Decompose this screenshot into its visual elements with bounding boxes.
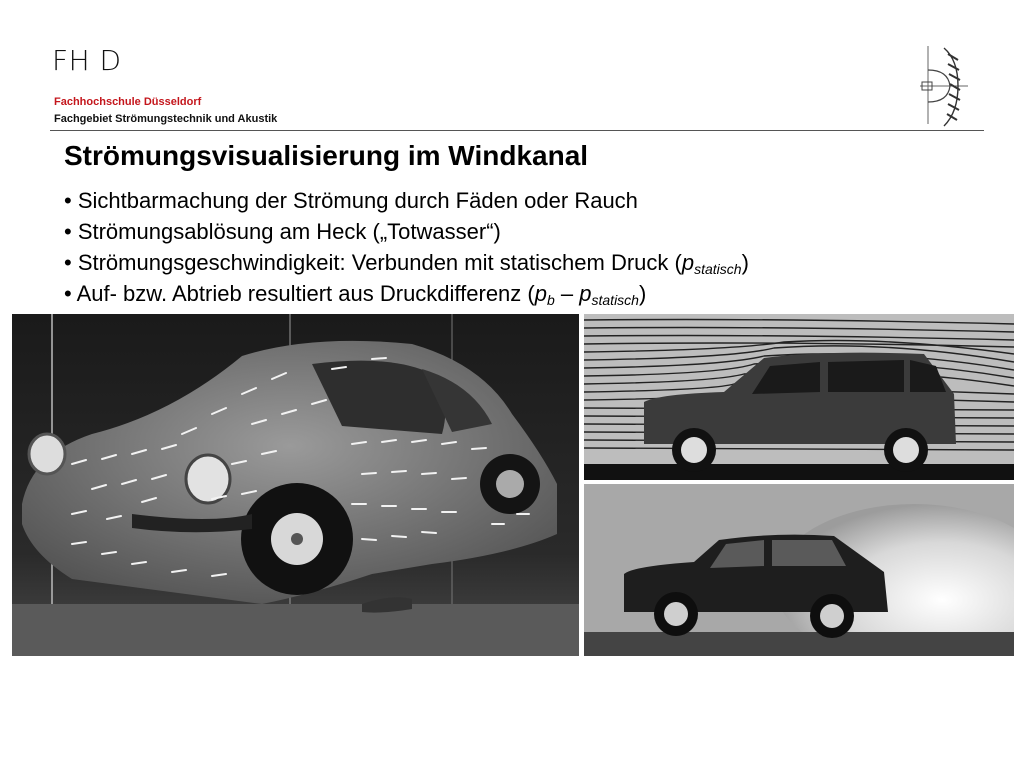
header-divider [50, 130, 984, 131]
car-with-tufts-photo [12, 314, 579, 656]
bullet-item: • Sichtbarmachung der Strömung durch Fäden oder Rauch [64, 188, 638, 213]
fhd-logo: FH D [52, 44, 122, 77]
bullet-item: • Strömungsgeschwindigkeit: Verbunden mit statischem Druck $(p_{statisch})$ [64, 250, 749, 277]
bullet-list [64, 185, 749, 309]
car-wake-smoke-photo [584, 484, 1014, 656]
bullet-item: • Strömungsablösung am Heck („Totwasser“) [64, 219, 501, 244]
institution-name: Fachhochschule Düsseldorf [54, 96, 202, 108]
slide-title: Strömungsvisualisierung im Windkanal [64, 140, 589, 171]
department-name: Fachgebiet Strömungstechnik und Akustik [54, 113, 278, 125]
bullet-item: • Auf- bzw. Abtrieb resultiert aus Druckdifferenz $(p_b - p_{statisch})$ [64, 281, 647, 308]
car-smoke-streamlines-photo [584, 314, 1014, 480]
turbine-emblem-icon [914, 40, 974, 130]
